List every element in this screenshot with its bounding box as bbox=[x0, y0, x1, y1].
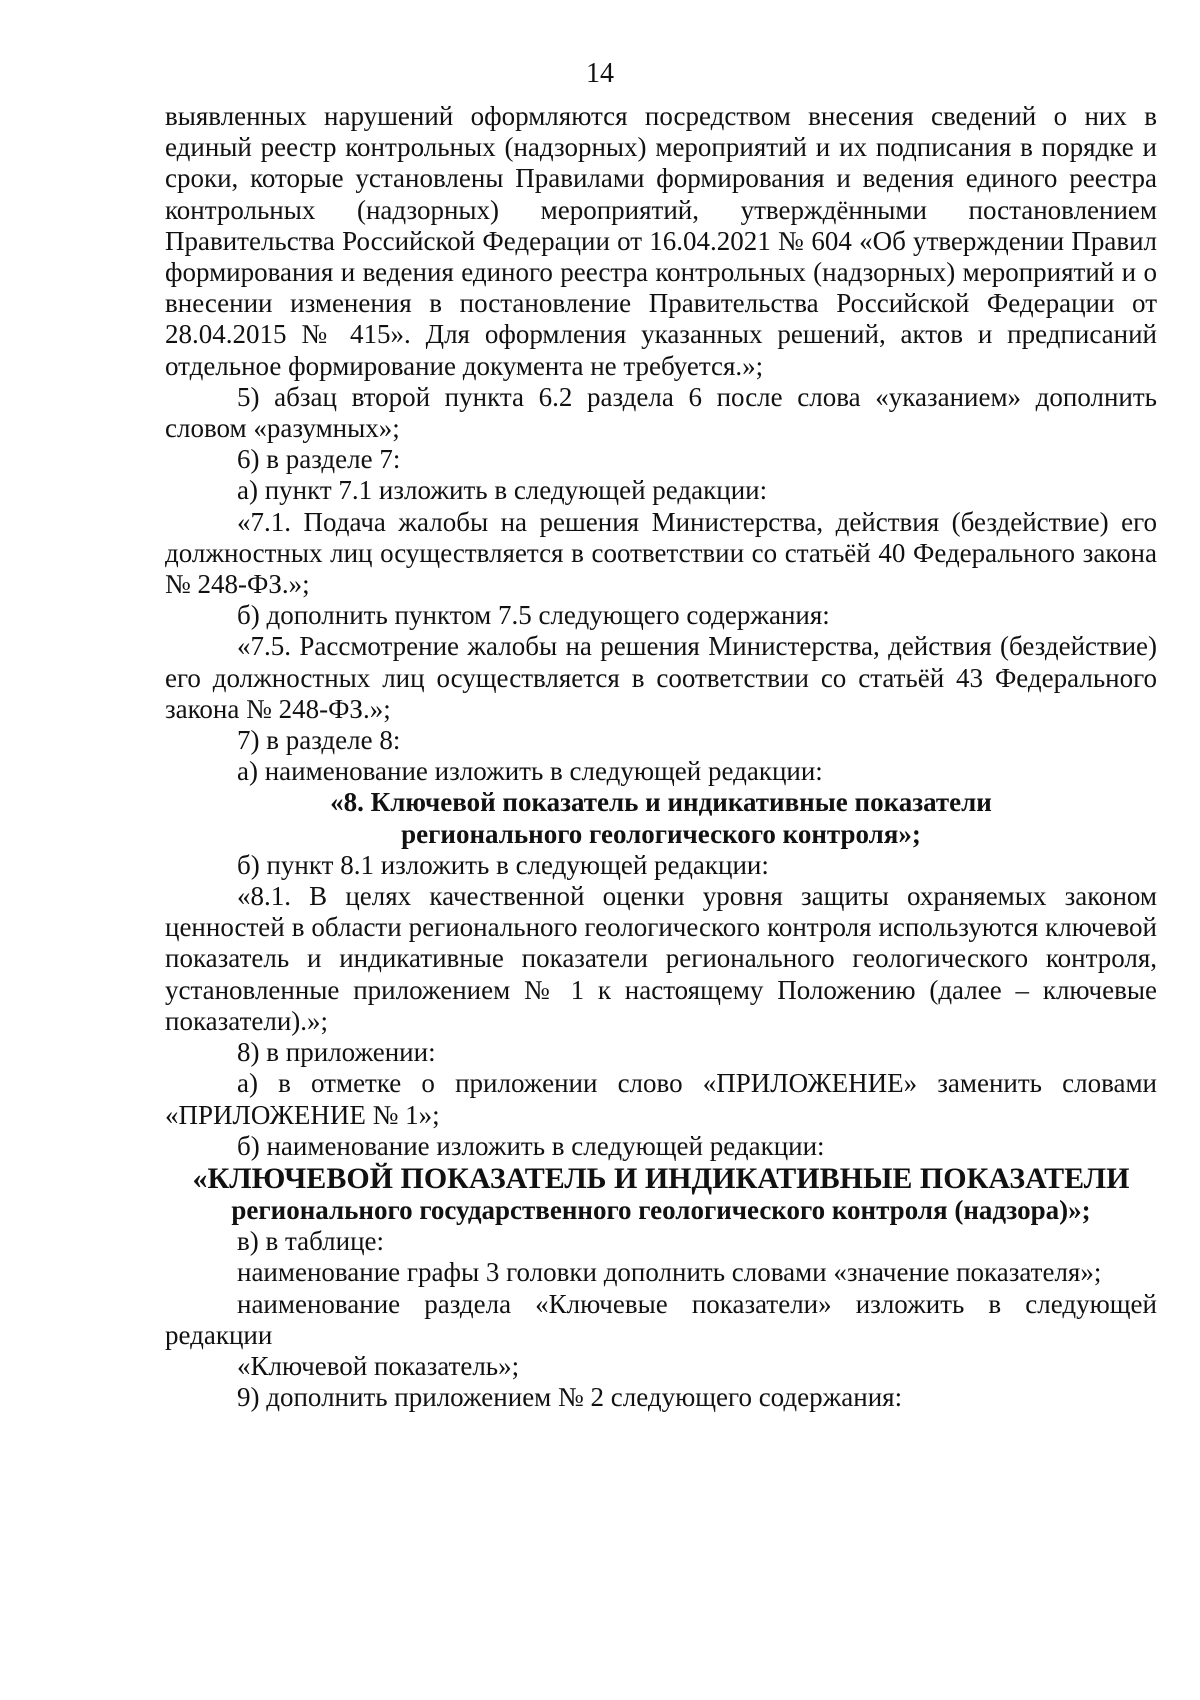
paragraph-item-7a: а) наименование изложить в следующей редакции: bbox=[237, 756, 823, 787]
paragraph-quote-7-1: «7.1. Подача жалобы на решения Министерства, действия (бездействие) его должностных лиц осуществляется в соответствии со статьёй 40 Федерального закона № 248-ФЗ.»; bbox=[165, 506, 1157, 600]
paragraph-item-8c: в) в таблице: bbox=[237, 1226, 385, 1257]
paragraph-section-name: наименование раздела «Ключевые показатели» изложить в следующей редакции bbox=[165, 1288, 1157, 1350]
paragraph-quote-7-5: «7.5. Рассмотрение жалобы на решения Министерства, действия (бездействие) его должностных лиц осуществляется в соответствии со статьёй 43 Федерального закона № 248-ФЗ.»; bbox=[165, 631, 1157, 724]
paragraph-continuation: выявленных нарушений оформляются посредством внесения сведений о них в единый реестр контрольных (надзорных) мероприятий и их подписания в порядке и сроки, которые установлены Правилами формирования и ведения единого реестра контрольных (надзорных) мероприятий, утверждёнными постановлением Правительства Российской Федерации от 16.04.2021 № 604 «Об утверждении Правил формирования и ведения единого реестра контрольных (надзорных) мероприятий и о внесении изменения в постановление Правительства Российской Федерации от 28.04.2015 № 415». Для оформления указанных решений, актов и предписаний отдельное формирование документа не требуется.»; bbox=[165, 101, 1157, 381]
paragraph-item-7: 7) в разделе 8: bbox=[237, 725, 401, 756]
paragraph-table-header: наименование графы 3 головки дополнить словами «значение показателя»; bbox=[237, 1257, 1102, 1288]
paragraph-item-8: 8) в приложении: bbox=[237, 1037, 436, 1068]
section-8-heading-line-2: регионального геологического контроля»; bbox=[401, 818, 921, 849]
appendix-heading-line-1: «КЛЮЧЕВОЙ ПОКАЗАТЕЛЬ И ИНДИКАТИВНЫЕ ПОКАЗАТЕЛИ bbox=[192, 1161, 1130, 1195]
paragraph-item-5: 5) абзац второй пункта 6.2 раздела 6 после слова «указанием» дополнить словом «разумных»; bbox=[165, 381, 1157, 444]
paragraph-item-6b: б) дополнить пунктом 7.5 следующего содержания: bbox=[237, 600, 830, 631]
section-8-heading-line-1: «8. Ключевой показатель и индикативные показатели bbox=[330, 787, 992, 818]
paragraph-item-6: 6) в разделе 7: bbox=[237, 444, 401, 475]
paragraph-key-indicator: «Ключевой показатель»; bbox=[237, 1350, 520, 1381]
paragraph-item-8a: а) в отметке о приложении слово «ПРИЛОЖЕНИЕ» заменить словами «ПРИЛОЖЕНИЕ № 1»; bbox=[165, 1068, 1157, 1130]
page-number: 14 bbox=[586, 58, 614, 89]
paragraph-item-8b: б) наименование изложить в следующей редакции: bbox=[237, 1130, 825, 1161]
paragraph-quote-8-1: «8.1. В целях качественной оценки уровня защиты охраняемых законом ценностей в области регионального геологического контроля используются ключевой показатель и индикативные показатели регионального геологического контроля, установленные приложением № 1 к настоящему Положению (далее – ключевые показатели).»; bbox=[165, 881, 1157, 1036]
paragraph-item-7b: б) пункт 8.1 изложить в следующей редакции: bbox=[237, 849, 769, 880]
appendix-heading-line-2: регионального государственного геологического контроля (надзора)»; bbox=[231, 1194, 1091, 1225]
document-body bbox=[165, 101, 1157, 1413]
paragraph-item-9: 9) дополнить приложением № 2 следующего содержания: bbox=[237, 1382, 903, 1413]
paragraph-item-6a: а) пункт 7.1 изложить в следующей редакции: bbox=[237, 475, 768, 506]
